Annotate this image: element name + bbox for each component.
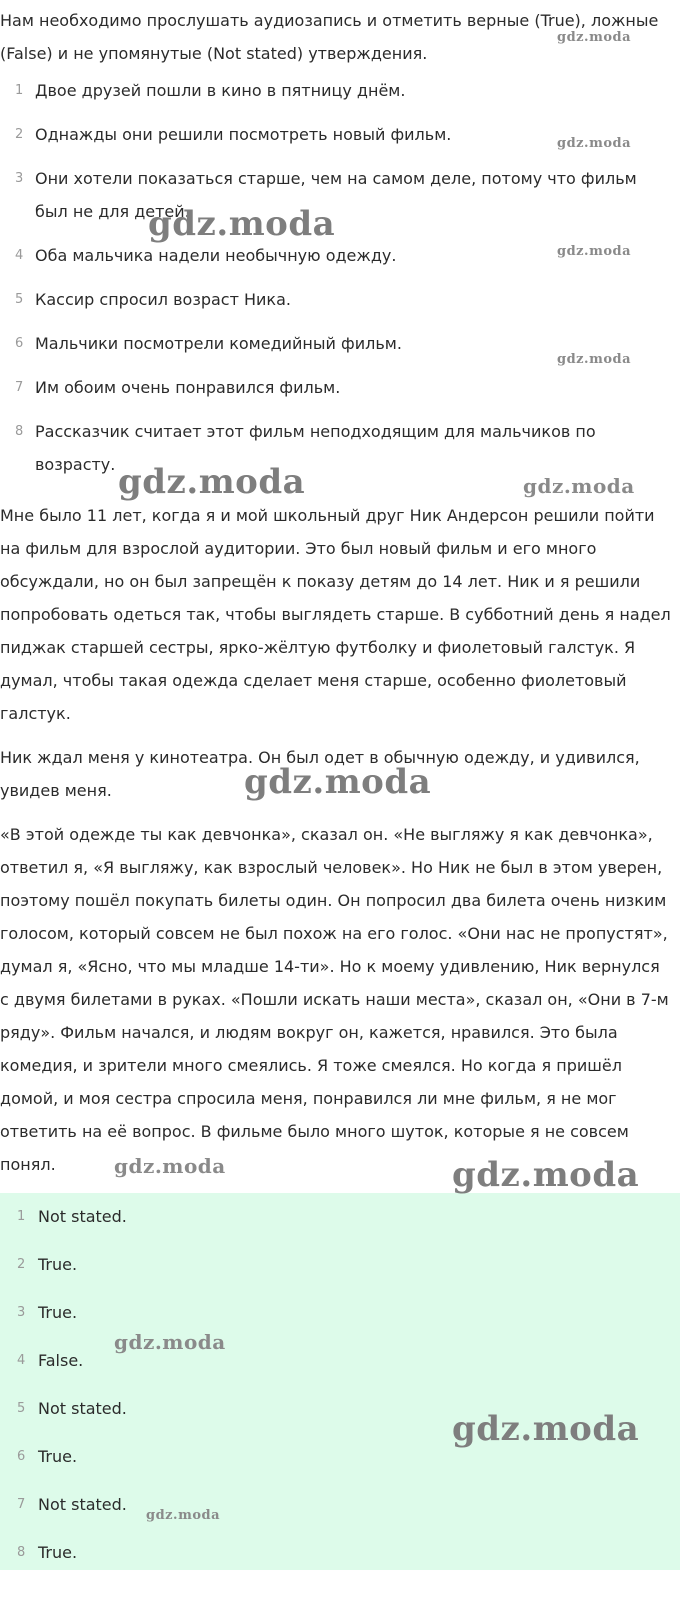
statement-text: Кассир спросил возраст Ника. [35,290,291,309]
statement-text: Рассказчик считает этот фильм неподходящим для мальчиков по возрасту. [35,422,596,474]
answer-text: True. [38,1447,78,1466]
statement-text: Однажды они решили посмотреть новый фильм. [35,125,452,144]
statement-item [0,371,672,415]
story-paragraph: Ник ждал меня у кинотеатра. Он был одет в обычную одежду, и удивился, увидев меня. [0,748,640,800]
watermark: gdz.moda [146,1508,221,1523]
watermark: gdz.moda [244,762,432,802]
watermark: gdz.moda [557,30,632,45]
statement-text: Им обоим очень понравился фильм. [35,378,341,397]
story-paragraph: Мне было 11 лет, когда я и мой школьный друг Ник Андерсон решили пойти на фильм для взрослой аудитории. Это был новый фильм и его много обсуждали, но он был запрещён к показу детям до 14 лет. Ник и я решили попробовать одеться так, чтобы выглядеть старше. В субботний день я надел пиджак старшей сестры, ярко-жёлтую футболку и фиолетовый галстук. Я думал, чтобы такая одежда сделает меня старше, особенно фиолетовый галстук. [0,506,671,723]
answer-text: Not stated. [38,1495,127,1514]
watermark: gdz.moda [557,352,632,367]
item-number: 2 [17,1257,26,1272]
answer-item [0,1289,680,1337]
answer-item [0,1337,680,1385]
watermark: gdz.moda [452,1409,640,1449]
answer-text: False. [38,1351,84,1370]
answer-item [0,1529,680,1577]
item-number: 4 [17,1353,26,1368]
item-number: 2 [15,127,24,142]
statement-item [0,162,672,239]
statement-text: Мальчики посмотрели комедийный фильм. [35,334,402,353]
answer-item [0,1481,680,1529]
statement-item [0,74,672,118]
watermark: gdz.moda [114,1154,226,1178]
watermark: gdz.moda [557,244,632,259]
item-number: 1 [15,83,24,98]
statement-text: Двое друзей пошли в кино в пятницу днём. [35,81,406,100]
item-number: 6 [17,1449,26,1464]
watermark: gdz.moda [118,462,306,502]
answer-text: True. [38,1303,78,1322]
story-paragraph: «В этой одежде ты как девчонка», сказал он. «Не выгляжу я как девчонка», ответил я, «Я выгляжу, как взрослый человек». Но Ник не был в этом уверен, поэтому пошёл покупать билеты один. Он попросил два билета очень низким голосом, который совсем не был похож на его голос. «Они нас не пропустят», думал я, «Ясно, что мы младше 14-ти». Но к моему удивлению, Ник вернулся с двумя билетами в руках. «Пошли искать наши места», сказал он, «Они в 7-м ряду». Фильм начался, и людям вокруг он, кажется, нравился. Это была комедия, и зрители много смеялись. Я тоже смеялся. Но когда я пришёл домой, и моя сестра спросила меня, понравился ли мне фильм, я не мог ответить на её вопрос. В фильме было много шуток, которые я не совсем понял. [0,825,669,1174]
item-number: 3 [15,171,24,186]
item-number: 5 [17,1401,26,1416]
item-number: 6 [15,336,24,351]
item-number: 5 [15,292,24,307]
answer-text: True. [38,1255,78,1274]
item-number: 7 [15,380,24,395]
item-number: 7 [17,1497,26,1512]
story-text [0,499,672,1192]
statement-text: Оба мальчика надели необычную одежду. [35,246,397,265]
watermark: gdz.moda [452,1155,640,1195]
task-instruction: Нам необходимо прослушать аудиозапись и отметить верные (True), ложные (False) и не упомянутые (Not stated) утверждения. [0,11,659,63]
answer-item [0,1241,680,1289]
answer-text: Not stated. [38,1399,127,1418]
item-number: 8 [17,1545,26,1560]
item-number: 8 [15,424,24,439]
answer-text: Not stated. [38,1207,127,1226]
answer-text: True. [38,1543,78,1562]
item-number: 3 [17,1305,26,1320]
watermark: gdz.moda [114,1330,226,1354]
watermark: gdz.moda [523,474,635,498]
watermark: gdz.moda [148,204,336,244]
answers-panel [0,1193,680,1570]
statement-item [0,283,672,327]
answer-item [0,1193,680,1241]
item-number: 4 [15,248,24,263]
statement-text: Они хотели показаться старше, чем на самом деле, потому что фильм был не для детей. [35,169,637,221]
item-number: 1 [17,1209,26,1224]
watermark: gdz.moda [557,136,632,151]
